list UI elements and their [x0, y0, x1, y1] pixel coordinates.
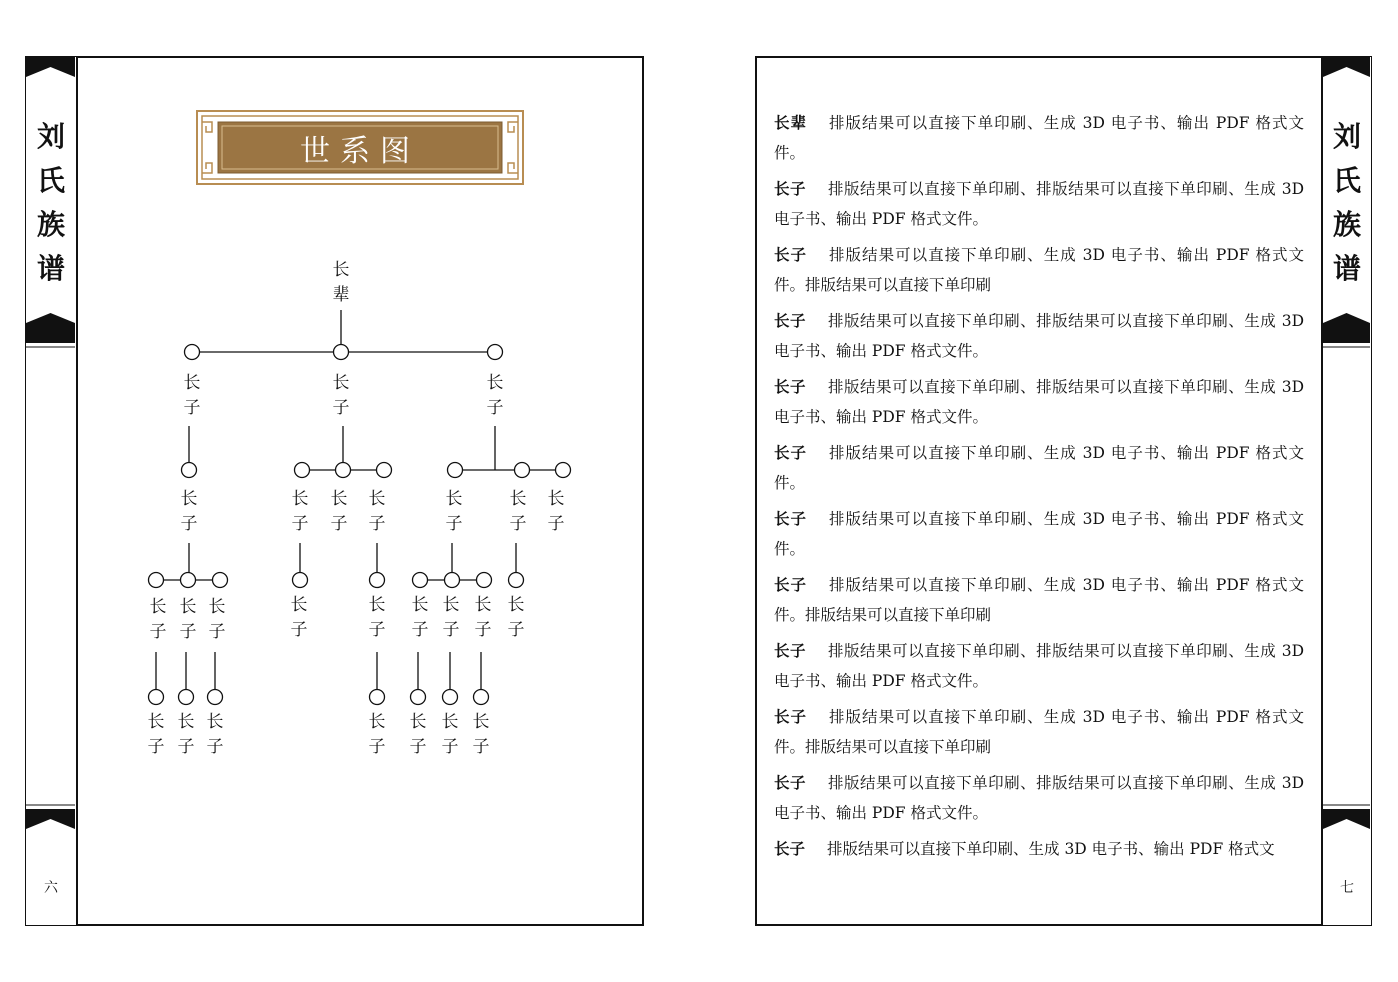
person-node — [213, 573, 228, 588]
person-name: 子 — [206, 737, 224, 757]
person-node — [370, 573, 385, 588]
person-name: 子 — [368, 514, 386, 534]
person-name: 长 — [330, 489, 348, 509]
spine-char: 刘 — [1332, 120, 1361, 153]
person-name: 长 — [547, 489, 565, 509]
person-name: 长 — [409, 712, 427, 732]
spine-char: 族 — [1332, 208, 1361, 241]
person-name: 长 — [472, 712, 490, 732]
person-name: 长 — [206, 712, 224, 732]
person-name: 长 — [474, 595, 492, 615]
lineage-entries — [774, 108, 1304, 870]
person-node — [336, 463, 351, 478]
person-node — [377, 463, 392, 478]
person-name: 子 — [409, 737, 427, 757]
spine-char: 刘 — [36, 120, 65, 153]
person-name: 子 — [486, 398, 504, 418]
entry-text: 排版结果可以直接下单印刷、生成 3D 电子书、输出 PDF 格式文件。 — [774, 444, 1304, 492]
person-node — [293, 573, 308, 588]
entry-text: 排版结果可以直接下单印刷、生成 3D 电子书、输出 PDF 格式文件。排版结果可以直接下单印刷 — [774, 708, 1304, 756]
entry-label: 长子 — [774, 840, 806, 858]
right-page-number: 七 — [1340, 880, 1354, 896]
lineage-entry — [774, 108, 1304, 168]
person-name: 长 — [291, 489, 309, 509]
person-name: 长 — [290, 595, 308, 615]
person-name: 子 — [368, 620, 386, 640]
entry-label: 长子 — [774, 708, 808, 726]
entry-text: 排版结果可以直接下单印刷、排版结果可以直接下单印刷、生成 3D 电子书、输出 PDF 格式文件。 — [774, 378, 1304, 426]
entry-label: 长子 — [774, 180, 807, 198]
person-node — [443, 690, 458, 705]
lineage-entry — [774, 306, 1304, 366]
entry-label: 长子 — [774, 510, 808, 528]
person-name: 长 — [507, 595, 525, 615]
entry-label: 长子 — [774, 576, 808, 594]
person-node — [185, 345, 200, 360]
entry-text: 排版结果可以直接下单印刷、生成 3D 电子书、输出 PDF 格式文 — [827, 840, 1275, 858]
entry-text: 排版结果可以直接下单印刷、生成 3D 电子书、输出 PDF 格式文件。 — [774, 510, 1304, 558]
person-name: 长 — [183, 373, 201, 393]
person-name: 长 — [368, 712, 386, 732]
person-name: 子 — [332, 398, 350, 418]
person-name: 子 — [179, 622, 197, 642]
person-name: 子 — [442, 620, 460, 640]
person-name: 长 — [177, 712, 195, 732]
person-name: 子 — [290, 620, 308, 640]
person-node — [208, 690, 223, 705]
entry-label: 长子 — [774, 774, 807, 792]
person-name: 子 — [291, 514, 309, 534]
entry-label: 长子 — [774, 444, 808, 462]
person-name: 子 — [445, 514, 463, 534]
person-name: 长 — [411, 595, 429, 615]
entry-text: 排版结果可以直接下单印刷、生成 3D 电子书、输出 PDF 格式文件。 — [774, 114, 1304, 162]
entry-label: 长子 — [774, 246, 808, 264]
person-name: 子 — [509, 514, 527, 534]
person-node — [182, 463, 197, 478]
person-name: 子 — [547, 514, 565, 534]
person-name: 长 — [368, 489, 386, 509]
entry-text: 排版结果可以直接下单印刷、生成 3D 电子书、输出 PDF 格式文件。排版结果可以直接下单印刷 — [774, 246, 1304, 294]
person-node — [509, 573, 524, 588]
entry-text: 排版结果可以直接下单印刷、生成 3D 电子书、输出 PDF 格式文件。排版结果可以直接下单印刷 — [774, 576, 1304, 624]
person-name: 子 — [183, 398, 201, 418]
person-node — [181, 573, 196, 588]
person-name: 长 — [441, 712, 459, 732]
lineage-entry — [774, 702, 1304, 762]
person-name: 子 — [180, 514, 198, 534]
person-name: 子 — [411, 620, 429, 640]
person-name: 辈 — [332, 285, 350, 305]
person-name: 长 — [445, 489, 463, 509]
right-spine-title — [1323, 115, 1371, 291]
lineage-entry — [774, 768, 1304, 828]
person-name: 子 — [177, 737, 195, 757]
person-node — [556, 463, 571, 478]
person-node — [474, 690, 489, 705]
person-node — [334, 345, 349, 360]
person-node — [370, 690, 385, 705]
person-name: 子 — [208, 622, 226, 642]
person-node — [149, 573, 164, 588]
spine-char: 族 — [36, 208, 65, 241]
genealogy-tree — [0, 0, 650, 800]
person-name: 长 — [486, 373, 504, 393]
right-spine — [1322, 56, 1372, 926]
person-node — [445, 573, 460, 588]
person-node — [295, 463, 310, 478]
entry-label: 长子 — [774, 642, 807, 660]
person-name: 子 — [472, 737, 490, 757]
entry-text: 排版结果可以直接下单印刷、排版结果可以直接下单印刷、生成 3D 电子书、输出 PDF 格式文件。 — [774, 312, 1304, 360]
person-name: 子 — [474, 620, 492, 640]
left-page-number: 六 — [44, 880, 58, 896]
spine-char: 谱 — [1332, 252, 1361, 285]
person-name: 长 — [509, 489, 527, 509]
person-name: 长 — [149, 597, 167, 617]
person-node — [477, 573, 492, 588]
person-name: 子 — [441, 737, 459, 757]
lineage-entry — [774, 240, 1304, 300]
person-node — [448, 463, 463, 478]
person-name: 长 — [179, 597, 197, 617]
person-name: 长 — [332, 373, 350, 393]
entry-text: 排版结果可以直接下单印刷、排版结果可以直接下单印刷、生成 3D 电子书、输出 PDF 格式文件。 — [774, 774, 1304, 822]
lineage-entry — [774, 636, 1304, 696]
person-name: 长 — [147, 712, 165, 732]
section-title: 世系图 — [300, 133, 420, 169]
person-node — [413, 573, 428, 588]
lineage-entry — [774, 372, 1304, 432]
person-name: 子 — [330, 514, 348, 534]
person-name: 长 — [442, 595, 460, 615]
entry-text: 排版结果可以直接下单印刷、排版结果可以直接下单印刷、生成 3D 电子书、输出 PDF 格式文件。 — [774, 642, 1304, 690]
spine-char: 谱 — [36, 252, 65, 285]
person-node — [179, 690, 194, 705]
spine-char: 氏 — [36, 164, 65, 197]
person-name: 子 — [368, 737, 386, 757]
entry-label: 长辈 — [774, 114, 808, 132]
lineage-entry — [774, 504, 1304, 564]
person-name: 长 — [332, 260, 350, 280]
person-name: 长 — [368, 595, 386, 615]
person-name: 子 — [147, 737, 165, 757]
lineage-entry — [774, 570, 1304, 630]
spine-char: 氏 — [1332, 164, 1361, 197]
lineage-entry — [774, 438, 1304, 498]
person-node — [149, 690, 164, 705]
person-node — [515, 463, 530, 478]
person-name: 长 — [208, 597, 226, 617]
entry-label: 长子 — [774, 378, 807, 396]
person-name: 长 — [180, 489, 198, 509]
lineage-entry — [774, 174, 1304, 234]
entry-text: 排版结果可以直接下单印刷、排版结果可以直接下单印刷、生成 3D 电子书、输出 PDF 格式文件。 — [774, 180, 1304, 228]
person-name: 子 — [507, 620, 525, 640]
person-node — [488, 345, 503, 360]
person-node — [411, 690, 426, 705]
entry-label: 长子 — [774, 312, 807, 330]
person-name: 子 — [149, 622, 167, 642]
lineage-entry — [774, 834, 1304, 864]
